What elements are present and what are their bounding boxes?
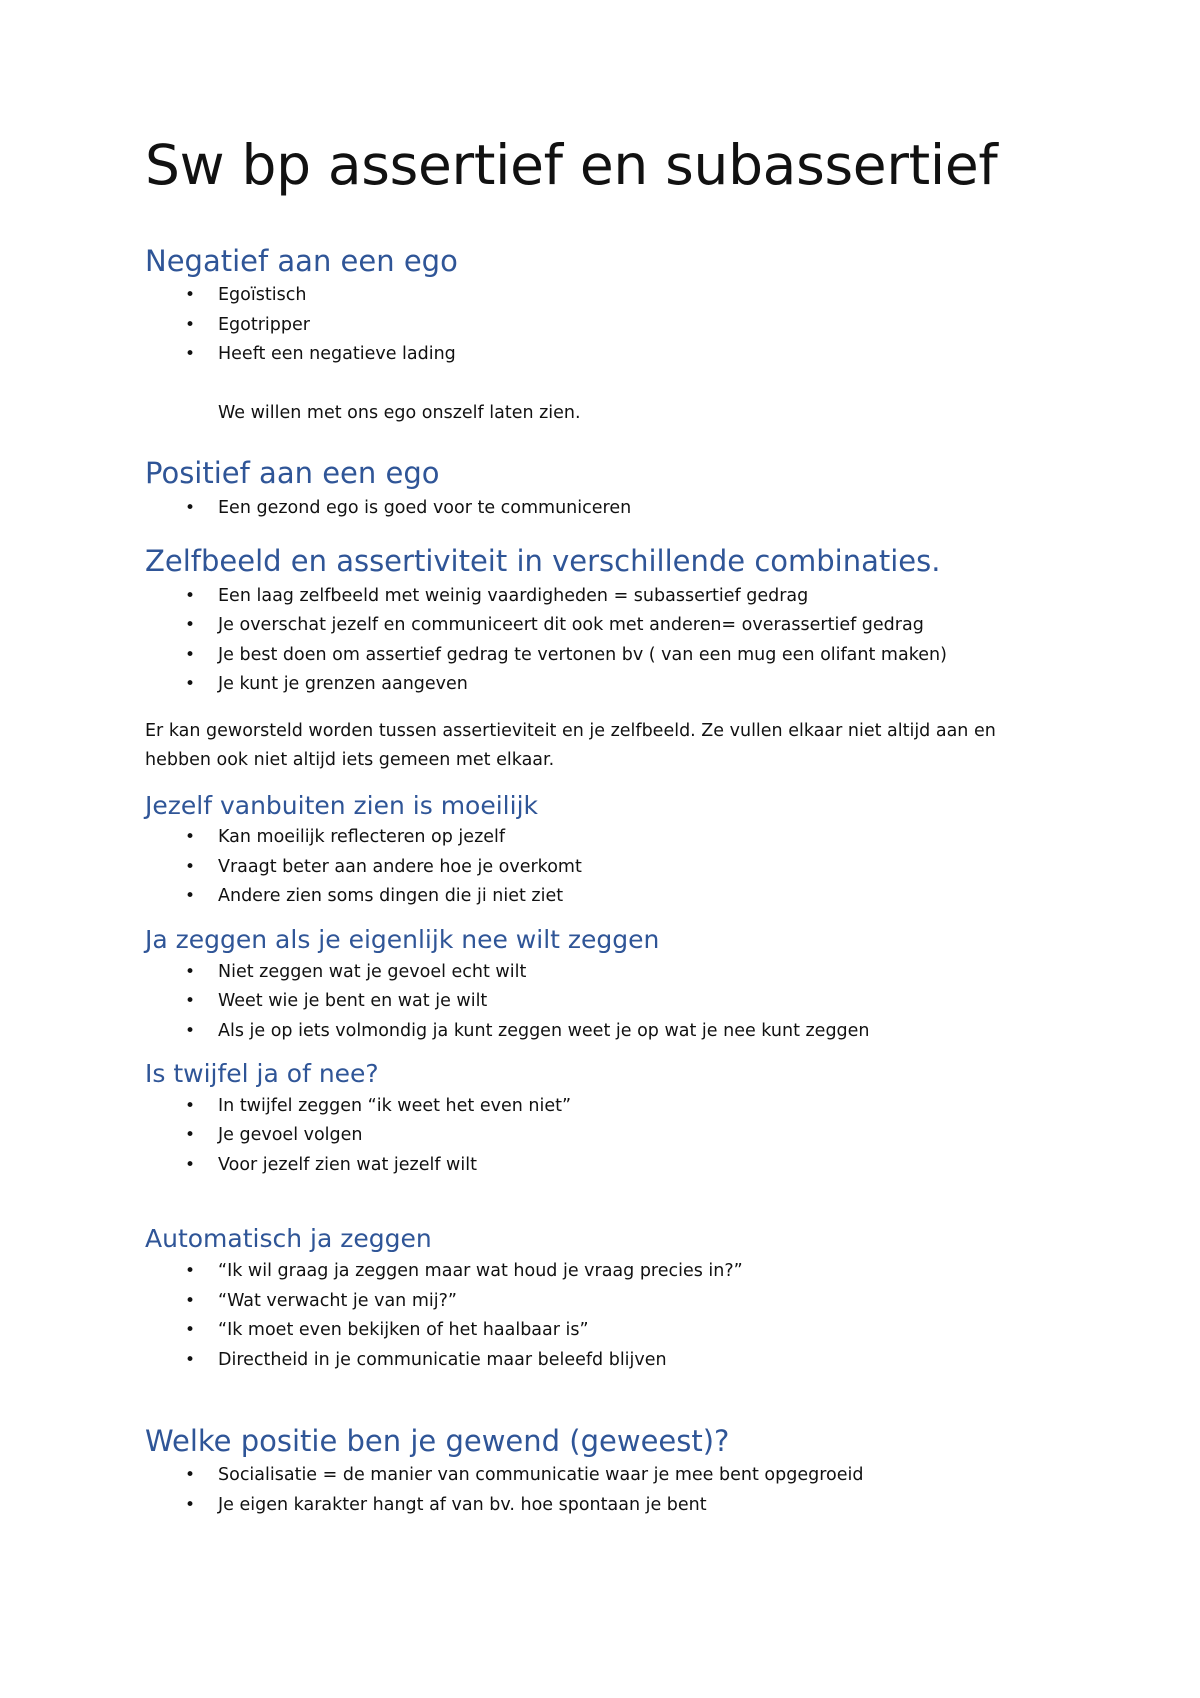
list-item: • “Ik moet even bekijken of het haalbaar is”: [145, 1316, 1045, 1346]
bullet-icon: •: [185, 1349, 196, 1370]
bullet-icon: •: [185, 886, 196, 907]
bullet-list: [145, 494, 1045, 524]
section-ja-zeggen: [145, 926, 1045, 1046]
section-heading: Zelfbeeld en assertiviteit in verschillende combinaties.: [145, 544, 941, 579]
paragraph-line: hebben ook niet altijd iets gemeen met elkaar.: [145, 750, 555, 771]
bullet-icon: •: [185, 1320, 196, 1341]
list-item: • Socialisatie = de manier van communicatie waar je mee bent opgegroeid: [145, 1461, 1045, 1491]
bullet-list: [145, 582, 1045, 700]
bullet-icon: •: [185, 1494, 196, 1515]
list-item: • Voor jezelf zien wat jezelf wilt: [145, 1151, 1045, 1181]
list-item: • Weet wie je bent en wat je wilt: [145, 987, 1045, 1017]
bullet-icon: •: [185, 344, 196, 365]
section-jezelf: [145, 792, 1045, 912]
bullet-icon: •: [185, 1154, 196, 1175]
list-item: • Je kunt je grenzen aangeven: [145, 670, 1045, 700]
list-item: • Heeft een negatieve lading: [145, 340, 1045, 370]
bullet-list: [145, 823, 1045, 912]
section-heading: Jezelf vanbuiten zien is moeilijk: [145, 790, 538, 820]
section-heading: Negatief aan een ego: [145, 244, 458, 278]
bullet-icon: •: [185, 1095, 196, 1116]
list-item: • Je best doen om assertief gedrag te vertonen bv ( van een mug een olifant maken): [145, 641, 1045, 671]
section-twijfel: [145, 1060, 1045, 1180]
indented-note: We willen met ons ego onszelf laten zien.: [218, 402, 581, 423]
bullet-icon: •: [185, 961, 196, 982]
bullet-icon: •: [185, 1261, 196, 1282]
body-paragraph: [145, 717, 1045, 776]
bullet-list: [145, 1257, 1045, 1375]
page-title: Sw bp assertief en subassertief: [145, 133, 998, 197]
section-negatief: [145, 245, 1045, 428]
section-heading: Welke positie ben je gewend (geweest)?: [145, 1424, 730, 1459]
bullet-icon: •: [185, 1125, 196, 1146]
list-item: • “Ik wil graag ja zeggen maar wat houd je vraag precies in?”: [145, 1257, 1045, 1287]
list-item: • Niet zeggen wat je gevoel echt wilt: [145, 958, 1045, 988]
section-zelfbeeld: [145, 545, 1045, 775]
list-item: • Directheid in je communicatie maar beleefd blijven: [145, 1346, 1045, 1376]
bullet-icon: •: [185, 644, 196, 665]
list-item: • Als je op iets volmondig ja kunt zeggen weet je op wat je nee kunt zeggen: [145, 1017, 1045, 1047]
section-heading: Is twijfel ja of nee?: [145, 1059, 379, 1089]
list-item: • Andere zien soms dingen die ji niet ziet: [145, 882, 1045, 912]
bullet-icon: •: [185, 585, 196, 606]
bullet-icon: •: [185, 1020, 196, 1041]
section-heading: Automatisch ja zeggen: [145, 1224, 432, 1254]
bullet-icon: •: [185, 314, 196, 335]
bullet-icon: •: [185, 827, 196, 848]
bullet-icon: •: [185, 615, 196, 636]
document-content: [145, 133, 1045, 1520]
bullet-list: [145, 958, 1045, 1047]
list-item: • Je eigen karakter hangt af van bv. hoe spontaan je bent: [145, 1491, 1045, 1521]
bullet-icon: •: [185, 1465, 196, 1486]
bullet-icon: •: [185, 1290, 196, 1311]
list-item: • Egoïstisch: [145, 281, 1045, 311]
list-item: • “Wat verwacht je van mij?”: [145, 1287, 1045, 1317]
list-item: • Je gevoel volgen: [145, 1121, 1045, 1151]
section-heading: Positief aan een ego: [145, 456, 440, 491]
list-item: • Een laag zelfbeeld met weinig vaardigheden = subassertief gedrag: [145, 582, 1045, 612]
section-heading: Ja zeggen als je eigenlijk nee wilt zeggen: [145, 924, 660, 954]
paragraph-line: Er kan geworsteld worden tussen assertieviteit en je zelfbeeld. Ze vullen elkaar niet altijd aan en: [145, 720, 996, 741]
list-item: • In twijfel zeggen “ik weet het even niet”: [145, 1092, 1045, 1122]
section-positief: [145, 457, 1045, 523]
bullet-icon: •: [185, 497, 196, 518]
list-item: • Je overschat jezelf en communiceert dit ook met anderen= overassertief gedrag: [145, 611, 1045, 641]
bullet-icon: •: [185, 674, 196, 695]
bullet-icon: •: [185, 856, 196, 877]
list-item: • Een gezond ego is goed voor te communiceren: [145, 494, 1045, 524]
bullet-icon: •: [185, 991, 196, 1012]
list-item: • Egotripper: [145, 311, 1045, 341]
bullet-icon: •: [185, 285, 196, 306]
section-welke-positie: [145, 1425, 1045, 1520]
section-automatisch: [145, 1225, 1045, 1375]
bullet-list: [145, 281, 1045, 370]
bullet-list: [145, 1092, 1045, 1181]
list-item: • Kan moeilijk reflecteren op jezelf: [145, 823, 1045, 853]
list-item: • Vraagt beter aan andere hoe je overkomt: [145, 853, 1045, 883]
bullet-list: [145, 1461, 1045, 1520]
